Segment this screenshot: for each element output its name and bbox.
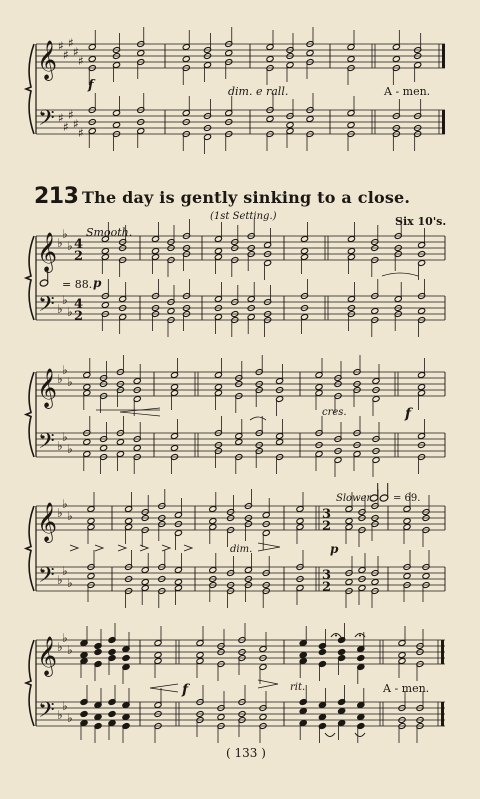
flat-icon: ♭ — [57, 640, 63, 654]
brace — [26, 44, 34, 134]
crescendo-hairpin — [150, 684, 178, 688]
diminuendo-hairpin — [258, 547, 280, 551]
flat-icon: ♭ — [67, 239, 73, 253]
time-signature-bottom: 2 — [322, 519, 332, 534]
accent-mark — [184, 545, 192, 551]
sharp-icon: ♯ — [73, 45, 79, 59]
bass-clef-icon: 𝄢 — [38, 563, 55, 593]
flat-icon: ♭ — [62, 293, 68, 307]
note-head — [296, 518, 304, 525]
note-head — [276, 439, 284, 446]
flat-icon: ♭ — [57, 573, 63, 587]
diminuendo-hairpin — [258, 680, 278, 684]
note-head — [214, 384, 222, 391]
time-signature-top: 4 — [74, 297, 84, 312]
accent-mark — [95, 545, 103, 551]
note-head — [87, 573, 95, 580]
note-head — [151, 248, 159, 255]
note-head — [357, 655, 365, 662]
flat-icon: ♭ — [62, 227, 68, 241]
note-head — [347, 122, 355, 129]
sharp-icon: ♯ — [58, 111, 64, 125]
note-head — [174, 579, 182, 586]
hymn-number: 213 — [34, 184, 79, 209]
slower-marking: Slower. — [336, 493, 374, 504]
note-head — [403, 518, 411, 525]
flat-icon: ♭ — [57, 302, 63, 316]
flat-icon: ♭ — [67, 442, 73, 456]
note-head — [112, 122, 120, 129]
note-head — [87, 518, 95, 525]
time-signature-top: 3 — [322, 507, 332, 522]
sharp-icon: ♯ — [78, 126, 84, 140]
note-head — [417, 384, 425, 391]
flat-icon: ♭ — [57, 372, 63, 386]
note-head — [338, 708, 346, 715]
fermata-icon — [325, 733, 335, 737]
note-head — [318, 714, 326, 721]
treble-clef-icon: 𝄞 — [37, 502, 58, 542]
note-head — [94, 649, 102, 656]
note-head — [318, 649, 326, 656]
flat-icon: ♭ — [67, 643, 73, 657]
dim-e-rall-marking: dim. e rall. — [228, 85, 289, 98]
flat-icon: ♭ — [67, 375, 73, 389]
note-head — [371, 308, 379, 315]
note-head — [154, 652, 162, 659]
note-head — [101, 302, 109, 309]
note-head — [100, 445, 108, 452]
dynamic-piano-system3: p — [330, 542, 339, 556]
note-head — [300, 248, 308, 255]
time-signature-bottom: 2 — [74, 309, 84, 324]
flat-icon: ♭ — [62, 564, 68, 578]
note-head — [80, 652, 88, 659]
flat-icon: ♭ — [57, 236, 63, 250]
note-head — [83, 384, 91, 391]
flat-icon: ♭ — [67, 305, 73, 319]
final-barline — [441, 640, 444, 664]
note-head — [182, 56, 190, 63]
note-head — [217, 714, 225, 721]
dynamic-forte-system2: f — [405, 406, 412, 422]
note-head — [170, 445, 178, 452]
note-head — [371, 579, 379, 586]
note-head — [141, 579, 149, 586]
slur — [382, 273, 418, 276]
note-head — [315, 384, 323, 391]
accent-mark — [118, 545, 126, 551]
final-barline — [441, 702, 444, 726]
sharp-icon: ♯ — [63, 120, 69, 134]
accent-mark — [140, 545, 148, 551]
sharp-icon: ♯ — [73, 117, 79, 131]
sharp-icon: ♯ — [68, 108, 74, 122]
time-signature-bottom: 2 — [322, 580, 332, 595]
note-head — [137, 50, 145, 57]
note-head — [345, 518, 353, 525]
note-head — [133, 445, 141, 452]
final-barline — [442, 44, 445, 68]
note-head — [392, 56, 400, 63]
note-head — [108, 711, 116, 718]
note-head — [347, 56, 355, 63]
smooth-marking: Smooth. — [86, 226, 133, 239]
fermata-icon — [355, 733, 365, 737]
treble-clef-icon: 𝄞 — [37, 40, 58, 80]
flat-icon: ♭ — [57, 506, 63, 520]
accent-mark — [162, 545, 170, 551]
note-head — [357, 714, 365, 721]
final-barline — [442, 110, 445, 134]
note-head — [299, 652, 307, 659]
dynamic-forte-system4: f — [182, 682, 189, 698]
time-signature-top: 4 — [74, 237, 84, 252]
note-head — [347, 248, 355, 255]
note-head — [306, 50, 314, 57]
note-head — [116, 439, 124, 446]
bass-clef-icon: 𝄢 — [38, 698, 55, 728]
note-head — [418, 308, 426, 315]
flat-icon: ♭ — [62, 631, 68, 645]
accent-mark — [70, 545, 78, 551]
sharp-icon: ♯ — [68, 36, 74, 50]
note-head — [88, 56, 96, 63]
note-head — [196, 652, 204, 659]
note-head — [286, 122, 294, 129]
brace — [26, 506, 34, 591]
note-head — [108, 649, 116, 656]
treble-clef-icon: 𝄞 — [37, 636, 58, 676]
flat-icon: ♭ — [62, 497, 68, 511]
amen-lyric-top: A - men. — [384, 85, 431, 98]
note-head — [345, 579, 353, 586]
cres-marking: cres. — [322, 407, 347, 418]
note-head — [266, 56, 274, 63]
bass-clef-icon: 𝄢 — [38, 106, 55, 136]
sharp-icon: ♯ — [58, 39, 64, 53]
bass-clef-icon: 𝄢 — [38, 429, 55, 459]
flat-icon: ♭ — [62, 430, 68, 444]
diminuendo-hairpin — [258, 543, 280, 547]
note-head — [167, 308, 175, 315]
setting-label: (1st Setting.) — [210, 211, 277, 222]
note-head — [398, 652, 406, 659]
sharp-icon: ♯ — [78, 54, 84, 68]
note-head — [235, 439, 243, 446]
note-head — [225, 50, 233, 57]
slur — [250, 417, 266, 420]
flat-icon: ♭ — [67, 711, 73, 725]
page-number: ( 133 ) — [226, 746, 266, 760]
flat-icon: ♭ — [67, 576, 73, 590]
flat-icon: ♭ — [62, 363, 68, 377]
brace — [26, 640, 34, 726]
note-head — [170, 384, 178, 391]
flat-icon: ♭ — [62, 699, 68, 713]
flat-icon: ♭ — [57, 708, 63, 722]
crescendo-hairpin — [120, 412, 160, 416]
brace — [26, 236, 34, 320]
diminuendo-hairpin — [258, 684, 278, 688]
time-signature-bottom: 2 — [74, 249, 84, 264]
note-head — [214, 248, 222, 255]
note-head — [422, 573, 430, 580]
rit-marking: rit. — [290, 682, 306, 693]
tempo-marking-slower: = 69. — [393, 493, 421, 504]
note-head — [94, 714, 102, 721]
note-head — [259, 714, 267, 721]
fermata-icon — [359, 635, 361, 637]
note-head — [80, 711, 88, 718]
note-head — [122, 714, 130, 721]
amen-lyric-final: A - men. — [383, 682, 430, 695]
flat-icon: ♭ — [57, 439, 63, 453]
dynamic-forte-top: f — [88, 78, 94, 93]
note-head — [403, 573, 411, 580]
hymn-title: The day is gently sinking to a close. — [82, 188, 411, 207]
fermata-icon — [335, 635, 337, 637]
note-head — [209, 518, 217, 525]
dim-marking: dim. — [230, 544, 253, 555]
note-head — [122, 655, 130, 662]
meter-label: Six 10's. — [395, 215, 447, 228]
note-head — [266, 116, 274, 123]
flat-icon: ♭ — [67, 509, 73, 523]
note-head — [83, 439, 91, 446]
note-head — [299, 708, 307, 715]
note-head — [101, 248, 109, 255]
sharp-icon: ♯ — [63, 48, 69, 62]
brace — [26, 372, 34, 457]
tempo-marking-first: = 88. — [62, 278, 93, 291]
bass-clef-icon: 𝄢 — [38, 292, 55, 322]
note-head — [306, 116, 314, 123]
dynamic-piano-first: p — [93, 276, 102, 290]
note-head — [125, 518, 133, 525]
treble-clef-icon: 𝄞 — [37, 232, 58, 272]
crescendo-hairpin — [150, 688, 178, 692]
treble-clef-icon: 𝄞 — [37, 368, 58, 408]
time-signature-top: 3 — [322, 568, 332, 583]
note-head — [338, 649, 346, 656]
